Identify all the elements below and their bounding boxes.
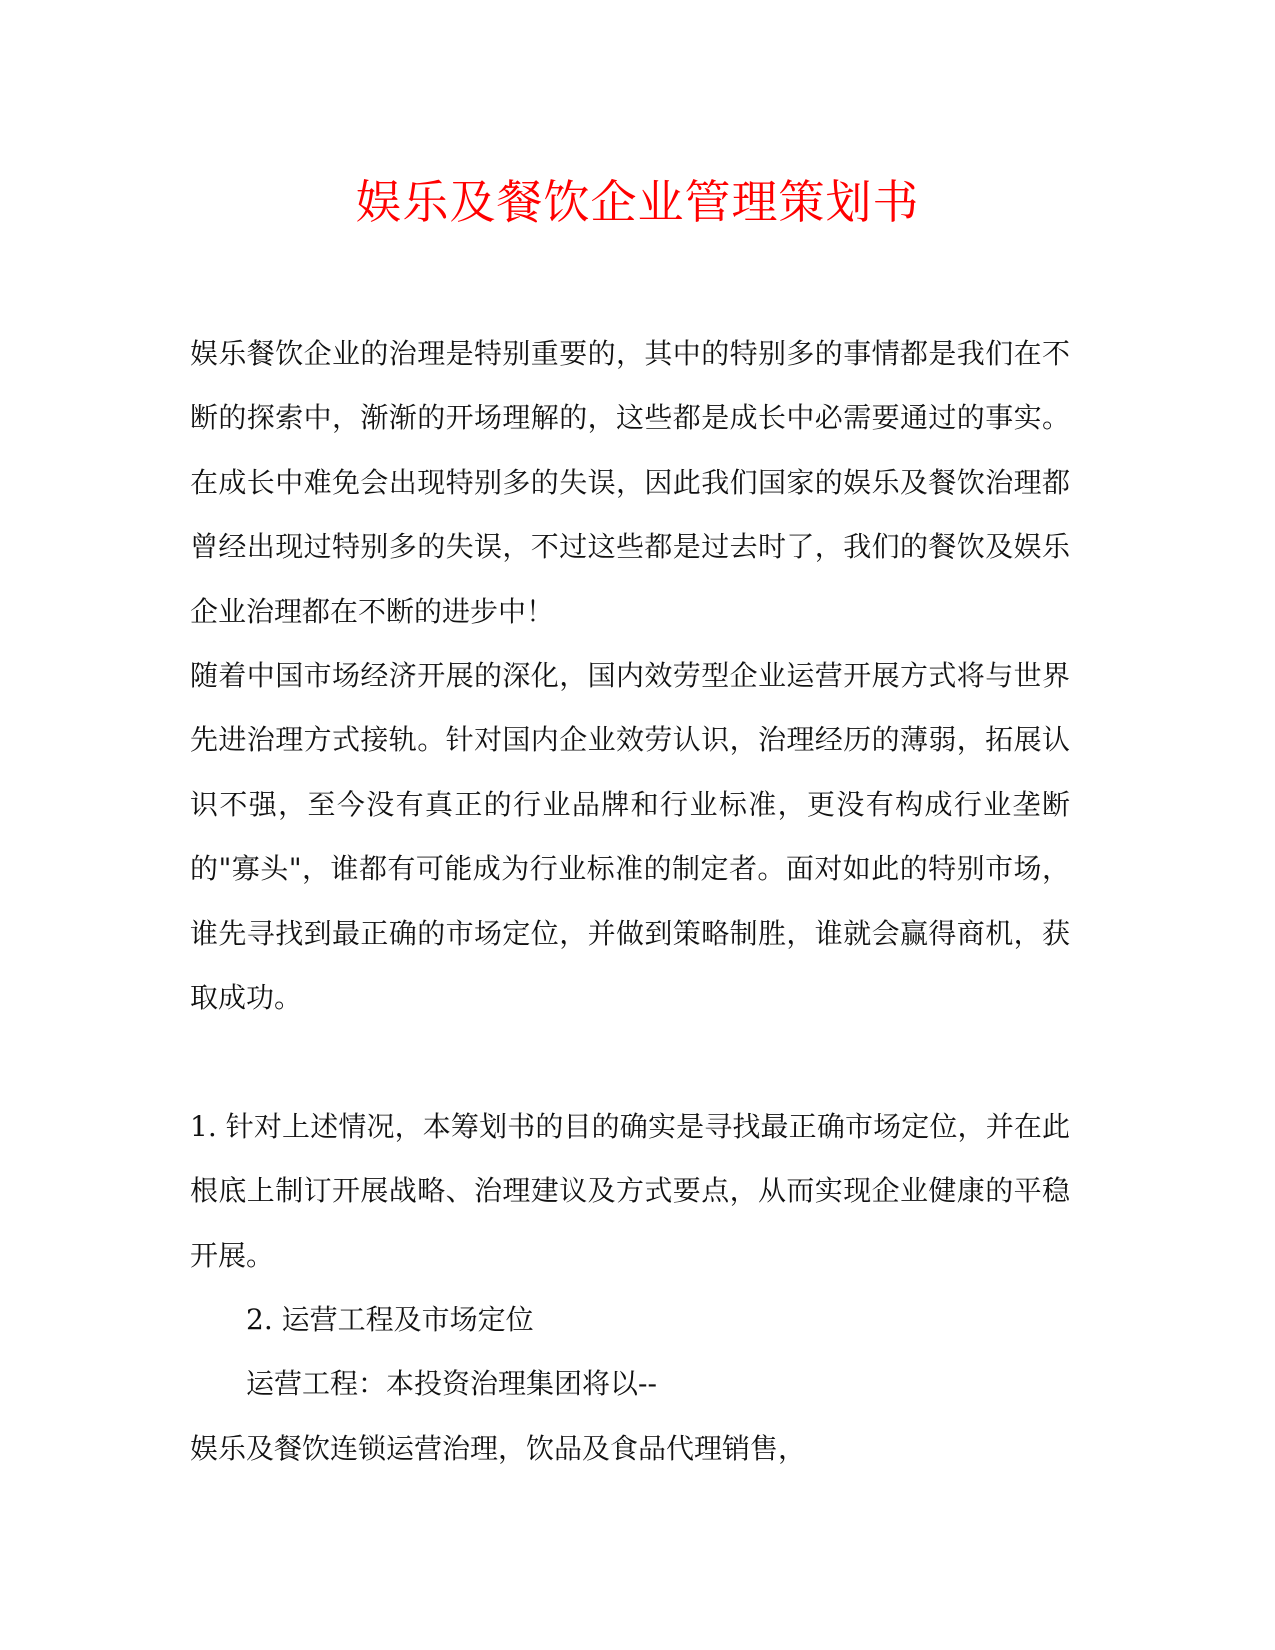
paragraph-operations-detail: 娱乐及餐饮连锁运营治理，饮品及食品代理销售，: [190, 1431, 807, 1465]
paragraph-operations: 运营工程：本投资治理集团将以--: [246, 1367, 657, 1401]
document-body: [190, 322, 1070, 1481]
paragraph-intro: 娱乐餐饮企业的治理是特别重要的，其中的特别多的事情都是我们在不断的探索中，渐渐的开场理解的，这些都是成长中必需要通过的事实。在成长中难免会出现特别多的失误，因此我们国家的娱乐及餐饮治理都曾经出现过特别多的失误，不过这些都是过去时了，我们的餐饮及娱乐企业治理都在不断的进步中！: [190, 337, 1070, 628]
paragraph-item-1: 1. 针对上述情况，本筹划书的目的确实是寻找最正确市场定位，并在此根底上制订开展战略、治理建议及方式要点，从而实现企业健康的平稳开展。: [190, 1109, 1070, 1272]
blank-line: [190, 1030, 1070, 1094]
paragraph-market: 随着中国市场经济开展的深化，国内效劳型企业运营开展方式将与世界先进治理方式接轨。针对国内企业效劳认识，治理经历的薄弱，拓展认识不强，至今没有真正的行业品牌和行业标准，更没有构成行业垄断的"寡头"，谁都有可能成为行业标准的制定者。面对如此的特别市场，谁先寻找到最正确的市场定位，并做到策略制胜，谁就会赢得商机，获取成功。: [190, 659, 1070, 1015]
document-title: 娱乐及餐饮企业管理策划书: [355, 175, 920, 229]
paragraph-item-2-heading: 2. 运营工程及市场定位: [246, 1303, 534, 1337]
